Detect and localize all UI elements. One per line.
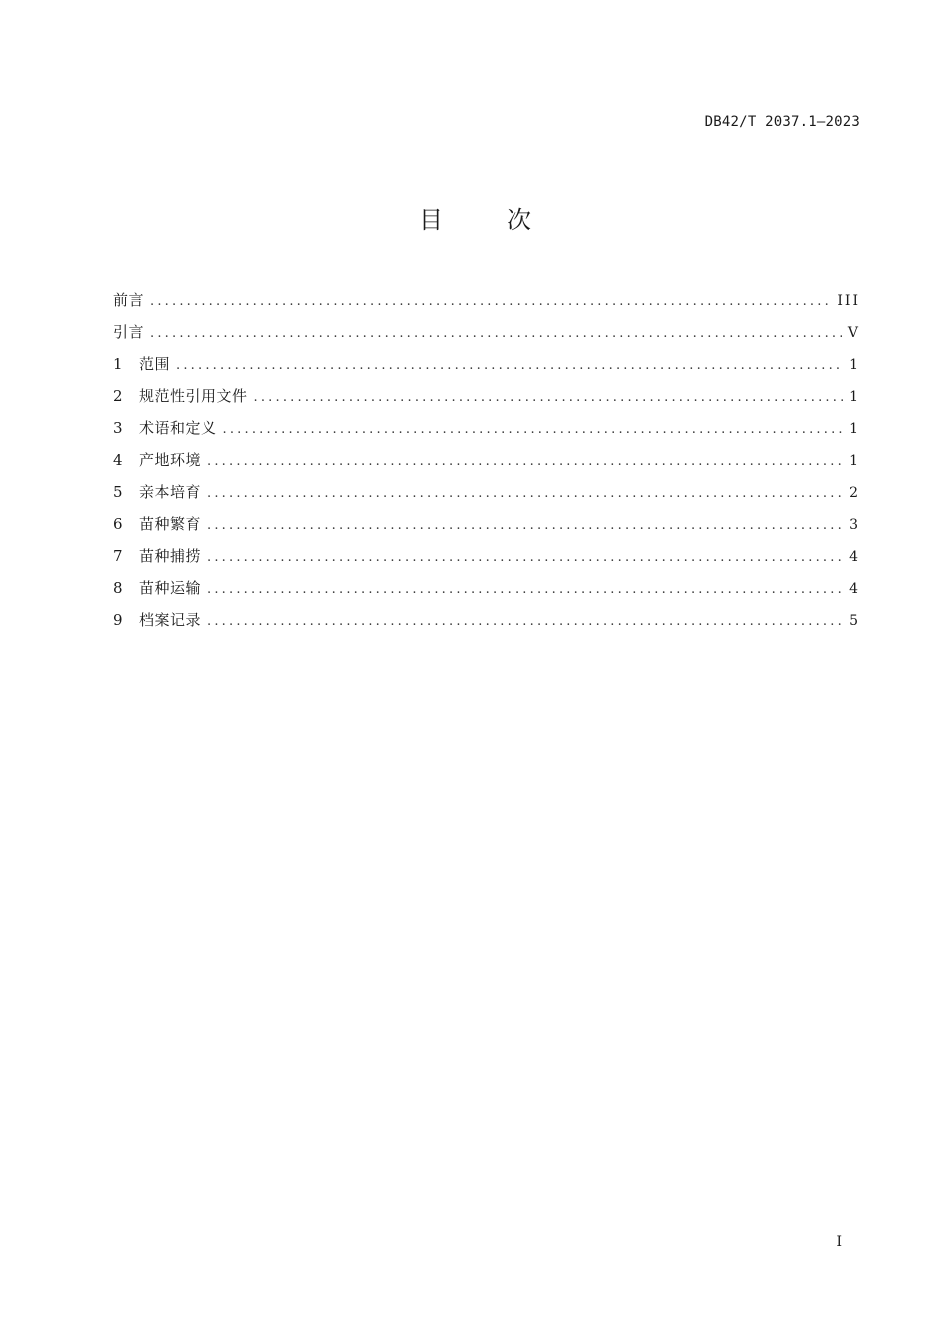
toc-entry-label: 引言 [113, 323, 145, 341]
toc-entry-page: V [847, 325, 860, 341]
toc-entry-label: 前言 [113, 291, 145, 309]
toc-entry-leader [150, 318, 842, 350]
toc-entry[interactable] [113, 604, 860, 636]
toc-entry[interactable] [113, 380, 860, 412]
toc-entry-label: 范围 [139, 355, 171, 373]
toc-entry-number: 9 [113, 611, 123, 629]
toc-entry-number: 6 [113, 515, 123, 533]
toc-entry-page: 2 [849, 485, 860, 501]
toc-entry-number: 7 [113, 547, 123, 565]
toc-entry-page: 1 [849, 389, 860, 405]
toc-entry-label: 苗种运输 [139, 579, 202, 597]
toc-entry-leader [150, 286, 831, 318]
toc-entry-page: 1 [849, 421, 860, 437]
toc-list [113, 284, 860, 636]
toc-entry-label: 苗种繁育 [139, 515, 202, 533]
toc-entry-label: 规范性引用文件 [139, 387, 248, 405]
toc-entry-number: 1 [113, 355, 123, 373]
toc-entry[interactable] [113, 284, 860, 316]
toc-entry-number: 4 [113, 451, 123, 469]
toc-entry-leader [176, 350, 843, 382]
toc-entry-number: 5 [113, 483, 123, 501]
toc-entry-leader [207, 606, 843, 638]
toc-entry[interactable] [113, 540, 860, 572]
toc-entry[interactable] [113, 444, 860, 476]
toc-entry-number: 8 [113, 579, 123, 597]
toc-entry-page: 5 [849, 613, 860, 629]
toc-entry[interactable] [113, 572, 860, 604]
toc-entry[interactable] [113, 316, 860, 348]
toc-entry-page: III [837, 293, 860, 309]
page-number: I [836, 1234, 842, 1250]
toc-entry[interactable] [113, 508, 860, 540]
toc-entry-label: 术语和定义 [139, 419, 217, 437]
toc-entry-label: 档案记录 [139, 611, 202, 629]
toc-entry-page: 4 [849, 581, 860, 597]
toc-title: 目次 [419, 206, 595, 234]
toc-entry-leader [207, 478, 843, 510]
toc-entry-number: 2 [113, 387, 123, 405]
toc-entry-number: 3 [113, 419, 123, 437]
toc-entry-leader [207, 542, 843, 574]
toc-entry-leader [207, 446, 843, 478]
toc-entry-label: 苗种捕捞 [139, 547, 202, 565]
toc-entry-page: 1 [849, 357, 860, 373]
toc-entry[interactable] [113, 412, 860, 444]
toc-entry-page: 3 [849, 517, 860, 533]
toc-entry-page: 1 [849, 453, 860, 469]
toc-entry-leader [207, 510, 843, 542]
toc-entry[interactable] [113, 348, 860, 380]
toc-entry[interactable] [113, 476, 860, 508]
toc-entry-page: 4 [849, 549, 860, 565]
document-code: DB42/T 2037.1—2023 [704, 114, 860, 130]
toc-entry-label: 亲本培育 [139, 483, 202, 501]
toc-entry-leader [207, 574, 843, 606]
toc-entry-leader [254, 382, 844, 414]
toc-entry-leader [223, 414, 844, 446]
toc-entry-label: 产地环境 [139, 451, 202, 469]
